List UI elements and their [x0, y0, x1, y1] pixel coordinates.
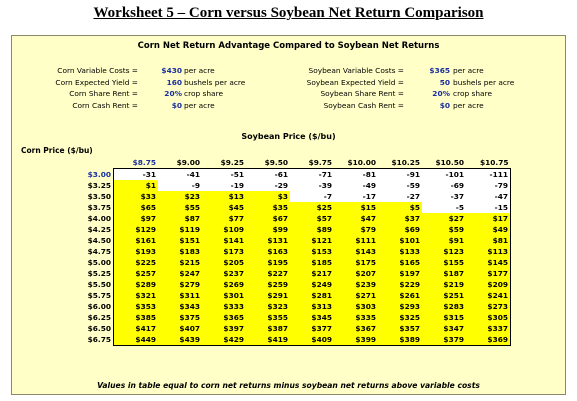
table-cell: $347: [422, 323, 466, 334]
table-cell: -49: [334, 180, 378, 191]
table-cell: $273: [466, 301, 511, 312]
page-title: Worksheet 5 – Corn versus Soybean Net Return Comparison: [93, 5, 484, 21]
table-cell: $271: [334, 290, 378, 301]
soybean-price-column-header: $10.25: [378, 157, 422, 169]
soybean-price-column-header: $10.00: [334, 157, 378, 169]
net-return-table: [85, 157, 511, 346]
table-cell: $355: [246, 312, 290, 323]
corn-assumption-unit: per acre: [184, 66, 215, 75]
table-cell: $289: [114, 279, 159, 290]
soybean-assumption-unit: per acre: [453, 66, 484, 75]
table-cell: $133: [378, 246, 422, 257]
table-row: [85, 301, 511, 312]
table-row: [85, 323, 511, 334]
table-cell: $113: [466, 246, 511, 257]
table-cell: -7: [290, 191, 334, 202]
table-cell: $257: [114, 268, 159, 279]
table-cell: $357: [378, 323, 422, 334]
table-cell: $195: [246, 257, 290, 268]
table-row: [85, 191, 511, 202]
corn-price-row-label: $5.00: [87, 258, 111, 267]
table-cell: $89: [290, 224, 334, 235]
corn-price-row-label: $3.50: [87, 192, 111, 201]
table-cell: $79: [334, 224, 378, 235]
table-cell: -101: [422, 169, 466, 181]
table-cell: $27: [422, 213, 466, 224]
table-row: [85, 290, 511, 301]
table-row: [85, 246, 511, 257]
table-cell: $1: [114, 180, 159, 191]
table-cell: $353: [114, 301, 159, 312]
corn-assumption-value: 160: [166, 77, 182, 87]
table-cell: $193: [114, 246, 159, 257]
table-cell: $183: [158, 246, 202, 257]
table-cell: $3: [246, 191, 290, 202]
table-cell: $417: [114, 323, 159, 334]
table-row: [85, 213, 511, 224]
table-cell: $25: [290, 202, 334, 213]
table-cell: -39: [290, 180, 334, 191]
table-cell: $45: [202, 202, 246, 213]
table-cell: $429: [202, 334, 246, 346]
table-cell: -79: [466, 180, 511, 191]
table-cell: $237: [202, 268, 246, 279]
soybean-price-header: Soybean Price ($/bu): [241, 132, 336, 141]
table-cell: $87: [158, 213, 202, 224]
corn-assumption-label: Corn Cash Rent =: [72, 100, 138, 110]
corn-assumption-label: Corn Expected Yield =: [55, 77, 138, 87]
table-cell: $145: [466, 257, 511, 268]
table-cell: $279: [158, 279, 202, 290]
table-cell: $207: [334, 268, 378, 279]
table-row: [85, 279, 511, 290]
table-cell: $249: [290, 279, 334, 290]
table-cell: $311: [158, 290, 202, 301]
table-cell: $247: [158, 268, 202, 279]
table-cell: $91: [422, 235, 466, 246]
table-cell: $225: [114, 257, 159, 268]
table-cell: $77: [202, 213, 246, 224]
table-cell: -27: [378, 191, 422, 202]
table-cell: $47: [334, 213, 378, 224]
table-cell: $377: [290, 323, 334, 334]
footnote: Values in table equal to corn net returns minus soybean net returns above variable costs: [97, 381, 480, 390]
table-cell: $5: [378, 202, 422, 213]
corn-assumption-unit: bushels per acre: [184, 77, 246, 87]
table-cell: -47: [466, 191, 511, 202]
corn-price-row-label: $5.25: [87, 269, 111, 278]
table-cell: $155: [422, 257, 466, 268]
table-cell: $241: [466, 290, 511, 301]
table-cell: -19: [202, 180, 246, 191]
table-cell: $345: [290, 312, 334, 323]
corn-price-row-label: $5.50: [87, 280, 111, 289]
table-cell: $303: [334, 301, 378, 312]
table-corner: [85, 157, 114, 169]
worksheet-panel: [11, 35, 566, 395]
corn-assumption-value: $0: [171, 100, 182, 110]
table-cell: $35: [246, 202, 290, 213]
table-cell: $367: [334, 323, 378, 334]
table-row: [85, 202, 511, 213]
table-cell: $161: [114, 235, 159, 246]
table-cell: $69: [378, 224, 422, 235]
soybean-price-column-header: $9.00: [158, 157, 202, 169]
table-cell: $407: [158, 323, 202, 334]
soybean-price-column-header: $10.75: [466, 157, 511, 169]
table-cell: -15: [466, 202, 511, 213]
table-cell: $217: [290, 268, 334, 279]
table-cell: $397: [202, 323, 246, 334]
table-row: [85, 312, 511, 323]
table-cell: $335: [334, 312, 378, 323]
corn-assumption-value: $430: [161, 66, 182, 75]
soybean-assumption-value: $0: [439, 100, 450, 110]
soybean-price-column-header: $8.75: [114, 157, 159, 169]
table-cell: $151: [158, 235, 202, 246]
corn-assumption-label: Corn Share Rent =: [69, 89, 138, 98]
table-cell: $333: [202, 301, 246, 312]
table-cell: $173: [202, 246, 246, 257]
table-cell: $97: [114, 213, 159, 224]
table-cell: $291: [246, 290, 290, 301]
soybean-assumption-unit: per acre: [453, 100, 484, 110]
table-cell: $177: [466, 268, 511, 279]
table-cell: $175: [334, 257, 378, 268]
soybean-assumption-value: 50: [439, 77, 450, 87]
table-cell: -5: [422, 202, 466, 213]
table-cell: $261: [378, 290, 422, 301]
table-cell: -31: [114, 169, 159, 181]
soybean-assumption-unit: crop share: [453, 89, 492, 98]
soybean-price-column-header: $10.50: [422, 157, 466, 169]
corn-price-row-label: $3.00: [87, 169, 111, 179]
table-cell: $123: [422, 246, 466, 257]
table-cell: $389: [378, 334, 422, 346]
table-cell: $419: [246, 334, 290, 346]
corn-price-row-label: $5.75: [87, 291, 111, 300]
table-cell: $143: [334, 246, 378, 257]
table-cell: $251: [422, 290, 466, 301]
table-cell: $119: [158, 224, 202, 235]
table-row: [85, 169, 511, 181]
soybean-assumption-value: $365: [429, 66, 450, 75]
table-cell: $219: [422, 279, 466, 290]
corn-price-row-label: $6.50: [87, 324, 111, 333]
table-cell: $369: [466, 334, 511, 346]
table-cell: $165: [378, 257, 422, 268]
table-cell: $163: [246, 246, 290, 257]
soybean-assumption-label: Soybean Expected Yield =: [306, 77, 404, 87]
table-cell: -71: [290, 169, 334, 181]
table-row: [85, 224, 511, 235]
table-cell: $305: [466, 312, 511, 323]
table-cell: $65: [114, 202, 159, 213]
table-cell: $209: [466, 279, 511, 290]
corn-price-header: Corn Price ($/bu): [21, 146, 93, 155]
table-cell: $101: [378, 235, 422, 246]
corn-price-row-label: $6.75: [87, 335, 111, 345]
soybean-assumption-label: Soybean Share Rent =: [320, 89, 404, 98]
table-cell: $23: [158, 191, 202, 202]
table-cell: $15: [334, 202, 378, 213]
table-cell: $37: [378, 213, 422, 224]
table-row: [85, 334, 511, 346]
soybean-assumption-unit: bushels per acre: [453, 77, 515, 87]
table-cell: $301: [202, 290, 246, 301]
table-cell: $385: [114, 312, 159, 323]
corn-price-row-label: $4.25: [87, 225, 111, 234]
corn-assumption-value: 20%: [164, 89, 182, 98]
table-cell: -37: [422, 191, 466, 202]
table-row: [85, 268, 511, 279]
corn-price-row-label: $6.25: [87, 313, 111, 322]
table-cell: $81: [466, 235, 511, 246]
table-cell: $313: [290, 301, 334, 312]
table-cell: $281: [290, 290, 334, 301]
table-cell: $269: [202, 279, 246, 290]
table-cell: $57: [290, 213, 334, 224]
table-cell: -59: [378, 180, 422, 191]
table-cell: -17: [334, 191, 378, 202]
table-cell: $153: [290, 246, 334, 257]
table-cell: $321: [114, 290, 159, 301]
table-cell: $185: [290, 257, 334, 268]
table-cell: $17: [466, 213, 511, 224]
table-cell: $387: [246, 323, 290, 334]
table-cell: -51: [202, 169, 246, 181]
table-cell: $215: [158, 257, 202, 268]
table-cell: $365: [202, 312, 246, 323]
soybean-assumption-value: 20%: [432, 89, 450, 98]
table-cell: $55: [158, 202, 202, 213]
table-cell: $99: [246, 224, 290, 235]
corn-assumption-unit: crop share: [184, 89, 223, 98]
corn-price-row-label: $4.50: [87, 236, 111, 245]
table-cell: $129: [114, 224, 159, 235]
table-cell: -91: [378, 169, 422, 181]
table-cell: $343: [158, 301, 202, 312]
table-row: [85, 257, 511, 268]
soybean-assumption-label: Soybean Variable Costs =: [308, 66, 404, 75]
table-cell: $121: [290, 235, 334, 246]
table-cell: $205: [202, 257, 246, 268]
table-cell: $141: [202, 235, 246, 246]
table-cell: $59: [422, 224, 466, 235]
soybean-price-column-header: $9.50: [246, 157, 290, 169]
soybean-price-column-header: $9.25: [202, 157, 246, 169]
table-cell: $111: [334, 235, 378, 246]
table-row: [85, 180, 511, 191]
table-cell: $13: [202, 191, 246, 202]
table-cell: $323: [246, 301, 290, 312]
table-cell: $379: [422, 334, 466, 346]
table-cell: $399: [334, 334, 378, 346]
table-cell: $409: [290, 334, 334, 346]
table-cell: -111: [466, 169, 511, 181]
table-row: [85, 235, 511, 246]
table-cell: -69: [422, 180, 466, 191]
table-cell: $197: [378, 268, 422, 279]
table-cell: -61: [246, 169, 290, 181]
table-cell: -29: [246, 180, 290, 191]
corn-price-row-label: $6.00: [87, 302, 111, 311]
table-cell: $337: [466, 323, 511, 334]
table-cell: $325: [378, 312, 422, 323]
corn-price-row-label: $3.75: [87, 203, 111, 212]
panel-title: Corn Net Return Advantage Compared to Soybean Net Returns: [137, 41, 440, 51]
corn-price-row-label: $4.00: [87, 214, 111, 223]
corn-assumption-unit: per acre: [184, 100, 215, 110]
table-cell: $259: [246, 279, 290, 290]
table-cell: $109: [202, 224, 246, 235]
table-cell: $293: [378, 301, 422, 312]
table-cell: $449: [114, 334, 159, 346]
soybean-assumption-label: Soybean Cash Rent =: [323, 100, 404, 110]
table-cell: $439: [158, 334, 202, 346]
table-cell: $67: [246, 213, 290, 224]
table-cell: $131: [246, 235, 290, 246]
table-cell: -9: [158, 180, 202, 191]
corn-price-row-label: $3.25: [87, 181, 111, 190]
table-cell: $315: [422, 312, 466, 323]
table-cell: -81: [334, 169, 378, 181]
table-cell: $49: [466, 224, 511, 235]
table-cell: -41: [158, 169, 202, 181]
table-cell: $229: [378, 279, 422, 290]
table-cell: $187: [422, 268, 466, 279]
table-cell: $33: [114, 191, 159, 202]
table-cell: $283: [422, 301, 466, 312]
table-cell: $239: [334, 279, 378, 290]
soybean-price-column-header: $9.75: [290, 157, 334, 169]
table-cell: $375: [158, 312, 202, 323]
corn-assumption-label: Corn Variable Costs =: [57, 66, 138, 75]
table-cell: $227: [246, 268, 290, 279]
corn-price-row-label: $4.75: [87, 247, 111, 256]
